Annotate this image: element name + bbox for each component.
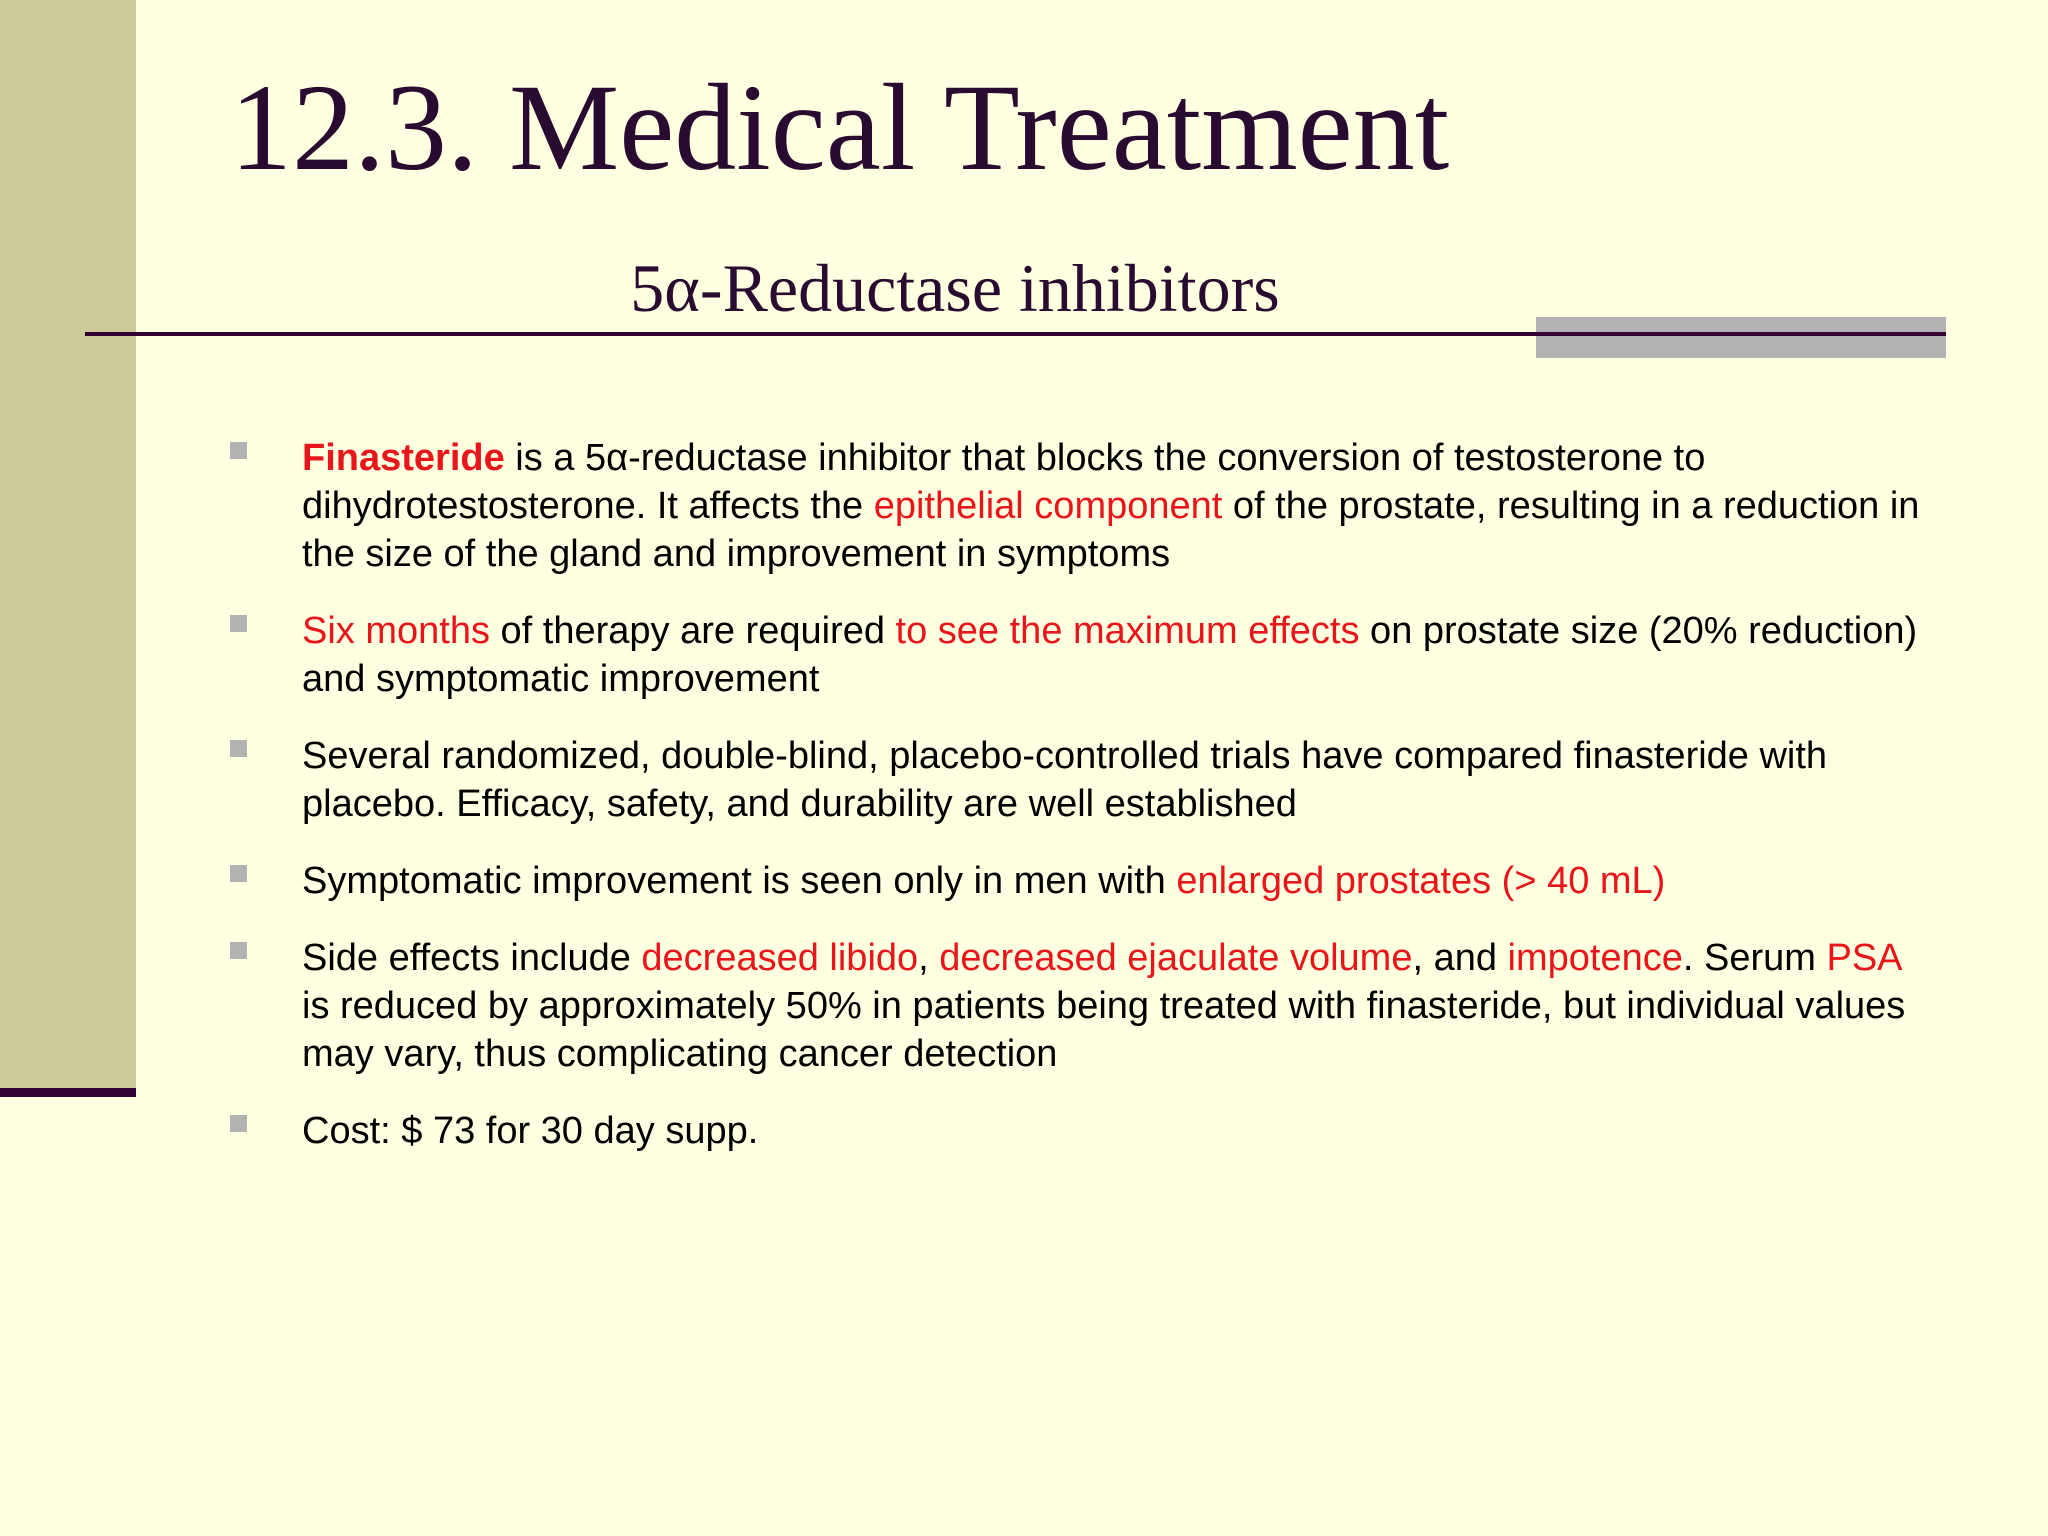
square-bullet-icon xyxy=(230,615,247,632)
highlighted-term: decreased ejaculate volume xyxy=(939,937,1413,979)
bullet-item xyxy=(230,1107,1930,1155)
bullet-text xyxy=(302,1110,758,1152)
bullet-text-segment: is a 5α-reductase inhibitor that blocks the conversion of testosterone to dihydrotestosterone. It affects the xyxy=(302,437,1706,527)
left-decorative-bar xyxy=(0,0,136,1088)
bullet-text xyxy=(302,610,1917,700)
bullet-text-segment: of the prostate, resulting in a reduction in the size of the gland and improvement in symptoms xyxy=(302,485,1920,575)
highlighted-term: PSA xyxy=(1826,937,1901,979)
bullet-text xyxy=(302,937,1905,1075)
highlighted-term: epithelial component xyxy=(873,485,1223,527)
bullet-text-segment: Cost: $ 73 for 30 day supp. xyxy=(302,1110,759,1152)
bullet-text-segment: , and xyxy=(1412,937,1508,979)
highlighted-term: impotence xyxy=(1507,937,1683,979)
highlighted-term: enlarged prostates (> 40 mL) xyxy=(1176,860,1666,902)
bullet-item xyxy=(230,857,1930,905)
bullet-text-segment: Several randomized, double-blind, placebo-controlled trials have compared finasteride with placebo. Efficacy, safety, and durability are well established xyxy=(302,735,1828,825)
bullet-item xyxy=(230,732,1930,828)
bullet-text-segment: Symptomatic improvement is seen only in men with xyxy=(302,860,1177,902)
highlighted-term: Six months xyxy=(302,610,490,652)
square-bullet-icon xyxy=(230,865,247,882)
title-divider-line xyxy=(85,332,1946,336)
bullet-text-segment: is reduced by approximately 50% in patients being treated with finasteride, but individual values may vary, thus complicating cancer detection xyxy=(302,985,1906,1075)
highlighted-term: Finasteride xyxy=(302,437,505,479)
slide-subtitle: 5α-Reductase inhibitors xyxy=(630,250,1280,326)
bullet-text-segment: Side effects include xyxy=(302,937,642,979)
bullet-list xyxy=(230,434,1930,1184)
slide-title: 12.3. Medical Treatment xyxy=(230,59,1450,196)
square-bullet-icon xyxy=(230,1115,247,1132)
square-bullet-icon xyxy=(230,740,247,757)
bullet-text-segment: of therapy are required xyxy=(489,610,896,652)
bullet-item xyxy=(230,934,1930,1078)
bullet-text xyxy=(302,437,1919,575)
highlighted-term: to see the maximum effects xyxy=(895,610,1360,652)
bullet-text-segment: on prostate size (20% reduction) and symptomatic improvement xyxy=(302,610,1918,700)
accent-gray-block xyxy=(1536,317,1946,358)
square-bullet-icon xyxy=(230,942,247,959)
square-bullet-icon xyxy=(230,442,247,459)
highlighted-term: decreased libido xyxy=(641,937,919,979)
bullet-text-segment: , xyxy=(918,937,940,979)
bullet-text-segment: . Serum xyxy=(1682,937,1827,979)
bullet-text xyxy=(302,735,1827,825)
bullet-item xyxy=(230,607,1930,703)
left-bar-underline xyxy=(0,1088,136,1097)
bullet-item xyxy=(230,434,1930,578)
bullet-text xyxy=(302,860,1665,902)
